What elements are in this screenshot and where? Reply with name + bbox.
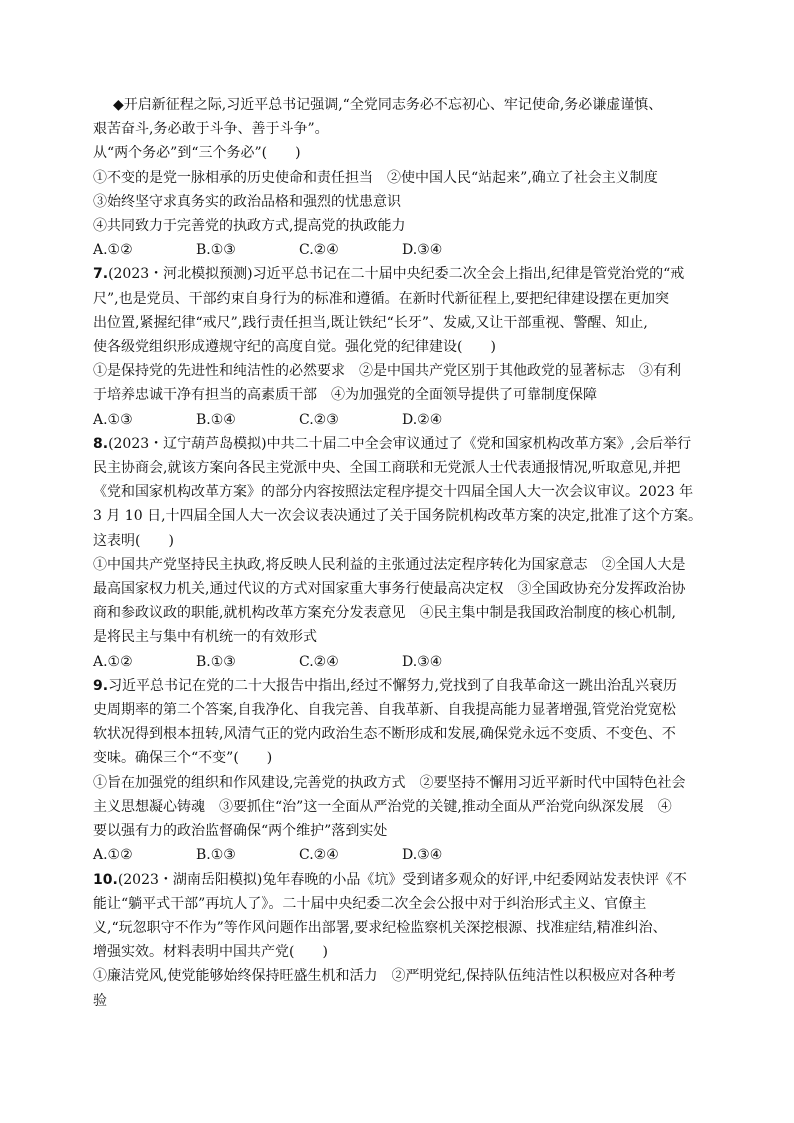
q9-number: 9.	[93, 677, 109, 694]
q10-line-1	[93, 868, 705, 892]
intro-line-5: ③始终坚守求真务实的政治品格和强烈的忧患意识	[93, 193, 401, 210]
q8-line-9: 是将民主与集中有机统一的有效形式	[93, 629, 317, 646]
intro-line-6: ④共同致力于完善党的执政方式,提高党的执政能力	[93, 218, 406, 235]
q8-line-6: ①中国共产党坚持民主执政,将反映人民利益的主张通过法定程序转化为国家意志 ②全国人大是	[93, 556, 686, 573]
q9-line-5: ①旨在加强党的组织和作风建设,完善党的执政方式 ②要坚持不懈用习近平新时代中国特色社会	[93, 774, 686, 791]
option-c[interactable]: C.②④	[299, 653, 339, 670]
q9-line-7: 要以强有力的政治监督确保“两个维护”落到实处	[93, 823, 388, 840]
option-a[interactable]: A.①③	[93, 411, 133, 428]
q8-number: 8.	[93, 435, 109, 452]
q10-line-2: 能让“躺平式干部”再坑人了》。二十届中央纪委二次全会公报中对于纠治形式主义、官僚主	[93, 895, 647, 912]
q7-options	[93, 408, 705, 432]
q8-line-1	[93, 432, 705, 456]
option-a[interactable]: A.①②	[93, 847, 133, 864]
option-a[interactable]: A.①②	[93, 242, 133, 259]
q9-text-1: 习近平总书记在党的二十大报告中指出,经过不懈努力,党找到了自我革命这一跳出治乱兴衰历	[108, 677, 677, 694]
option-c[interactable]: C.②④	[299, 847, 339, 864]
q8-line-8: 商和参政议政的职能,就机构改革方案充分发表意见 ④民主集中制是我国政治制度的核心机制,	[93, 605, 676, 622]
q10-text-1: (2023・湖南岳阳模拟)兔年春晚的小品《坑》受到诸多观众的好评,中纪委网站发表快评《不	[117, 871, 687, 888]
q10-line-6: 验	[93, 992, 107, 1009]
q9-line-4: 变味。确保三个“不变”( )	[93, 750, 273, 767]
q8-line-7: 最高国家权力机关,通过代议的方式对国家重大事务行使最高决定权 ③全国政协充分发挥政治协	[93, 581, 686, 598]
q7-line-3: 出位置,紧握纪律“戒尺”,践行责任担当,既让铁纪“长牙”、发威,又让干部重视、警醒、知止,	[93, 314, 648, 331]
option-a[interactable]: A.①②	[93, 653, 133, 670]
intro-options	[93, 238, 705, 262]
q8-text-1: (2023・辽宁葫芦岛模拟)中共二十届二中全会审议通过了《党和国家机构改革方案》,会后举行	[108, 435, 692, 452]
q7-line-6: 于培养忠诚干净有担当的高素质干部 ④为加强党的全面领导提供了可靠制度保障	[93, 387, 597, 404]
q10-line-4: 增强实效。材料表明中国共产党( )	[93, 944, 328, 961]
option-b[interactable]: B.①③	[196, 653, 236, 670]
option-d[interactable]: D.③④	[402, 847, 443, 864]
q7-number: 7.	[93, 266, 109, 283]
q8-line-4: 3 月 10 日,十四届全国人大一次会议表决通过了关于国务院机构改革方案的决定,批准了这个方案。	[93, 508, 702, 525]
q10-line-3: 义,“玩忽职守不作为”等作风问题作出部署,要求纪检监察机关深挖根源、找准症结,精准纠治、	[93, 919, 667, 936]
q8-options	[93, 650, 705, 674]
q7-line-2: 尺”,也是党员、干部约束自身行为的标准和遵循。在新时代新征程上,要把纪律建设摆在更加突	[93, 290, 670, 307]
option-c[interactable]: C.②④	[299, 242, 339, 259]
q8-line-3: 《党和国家机构改革方案》的部分内容按照法定程序提交十四届全国人大一次会议审议。2023 年	[93, 484, 694, 501]
document-page	[93, 93, 705, 1013]
q8-line-5: 这表明( )	[93, 532, 174, 549]
option-d[interactable]: D.②④	[402, 411, 443, 428]
q9-line-1	[93, 674, 705, 698]
option-d[interactable]: D.③④	[402, 242, 443, 259]
intro-line-1: ◆开启新征程之际,习近平总书记强调,“全党同志务必不忘初心、牢记使命,务必谦虚谨慎、	[113, 97, 663, 113]
q7-line-1	[93, 262, 705, 286]
q10-line-5: ①廉洁党风,使党能够始终保持旺盛生机和活力 ②严明党纪,保持队伍纯洁性以积极应对各种考	[93, 968, 676, 985]
intro-line-4: ①不变的是党一脉相承的历史使命和责任担当 ②使中国人民“站起来”,确立了社会主义制度	[93, 169, 658, 186]
option-b[interactable]: B.①③	[196, 242, 236, 259]
q7-line-5: ①是保持党的先进性和纯洁性的必然要求 ②是中国共产党区别于其他政党的显著标志 ③有利	[93, 363, 681, 380]
q7-text-1: (2023・河北模拟预测)习近平总书记在二十届中央纪委二次全会上指出,纪律是管党治党的“戒	[108, 266, 685, 283]
q9-line-6: 主义思想凝心铸魂 ③要抓住“治”这一全面从严治党的关键,推动全面从严治党向纵深发展 ④	[93, 798, 672, 815]
q9-options	[93, 843, 705, 867]
option-b[interactable]: B.①③	[196, 847, 236, 864]
option-c[interactable]: C.②③	[299, 411, 339, 428]
q9-line-2: 史周期率的第二个答案,自我净化、自我完善、自我革新、自我提高能力显著增强,管党治党宽松	[93, 702, 676, 719]
option-b[interactable]: B.①④	[196, 411, 236, 428]
q9-line-3: 软状况得到根本扭转,风清气正的党内政治生态不断形成和发展,确保党永远不变质、不变色、不	[93, 726, 676, 743]
intro-line-2: 艰苦奋斗,务必敢于斗争、善于斗争”。	[93, 121, 329, 138]
q7-line-4: 使各级党组织形成遵规守纪的高度自觉。强化党的纪律建设( )	[93, 339, 496, 356]
intro-line-3: 从“两个务必”到“三个务必”( )	[93, 145, 301, 162]
q10-number: 10.	[93, 871, 118, 888]
option-d[interactable]: D.③④	[402, 653, 443, 670]
q8-line-2: 民主协商会,就该方案向各民主党派中央、全国工商联和无党派人士代表通报情况,听取意见,并把	[93, 460, 681, 477]
